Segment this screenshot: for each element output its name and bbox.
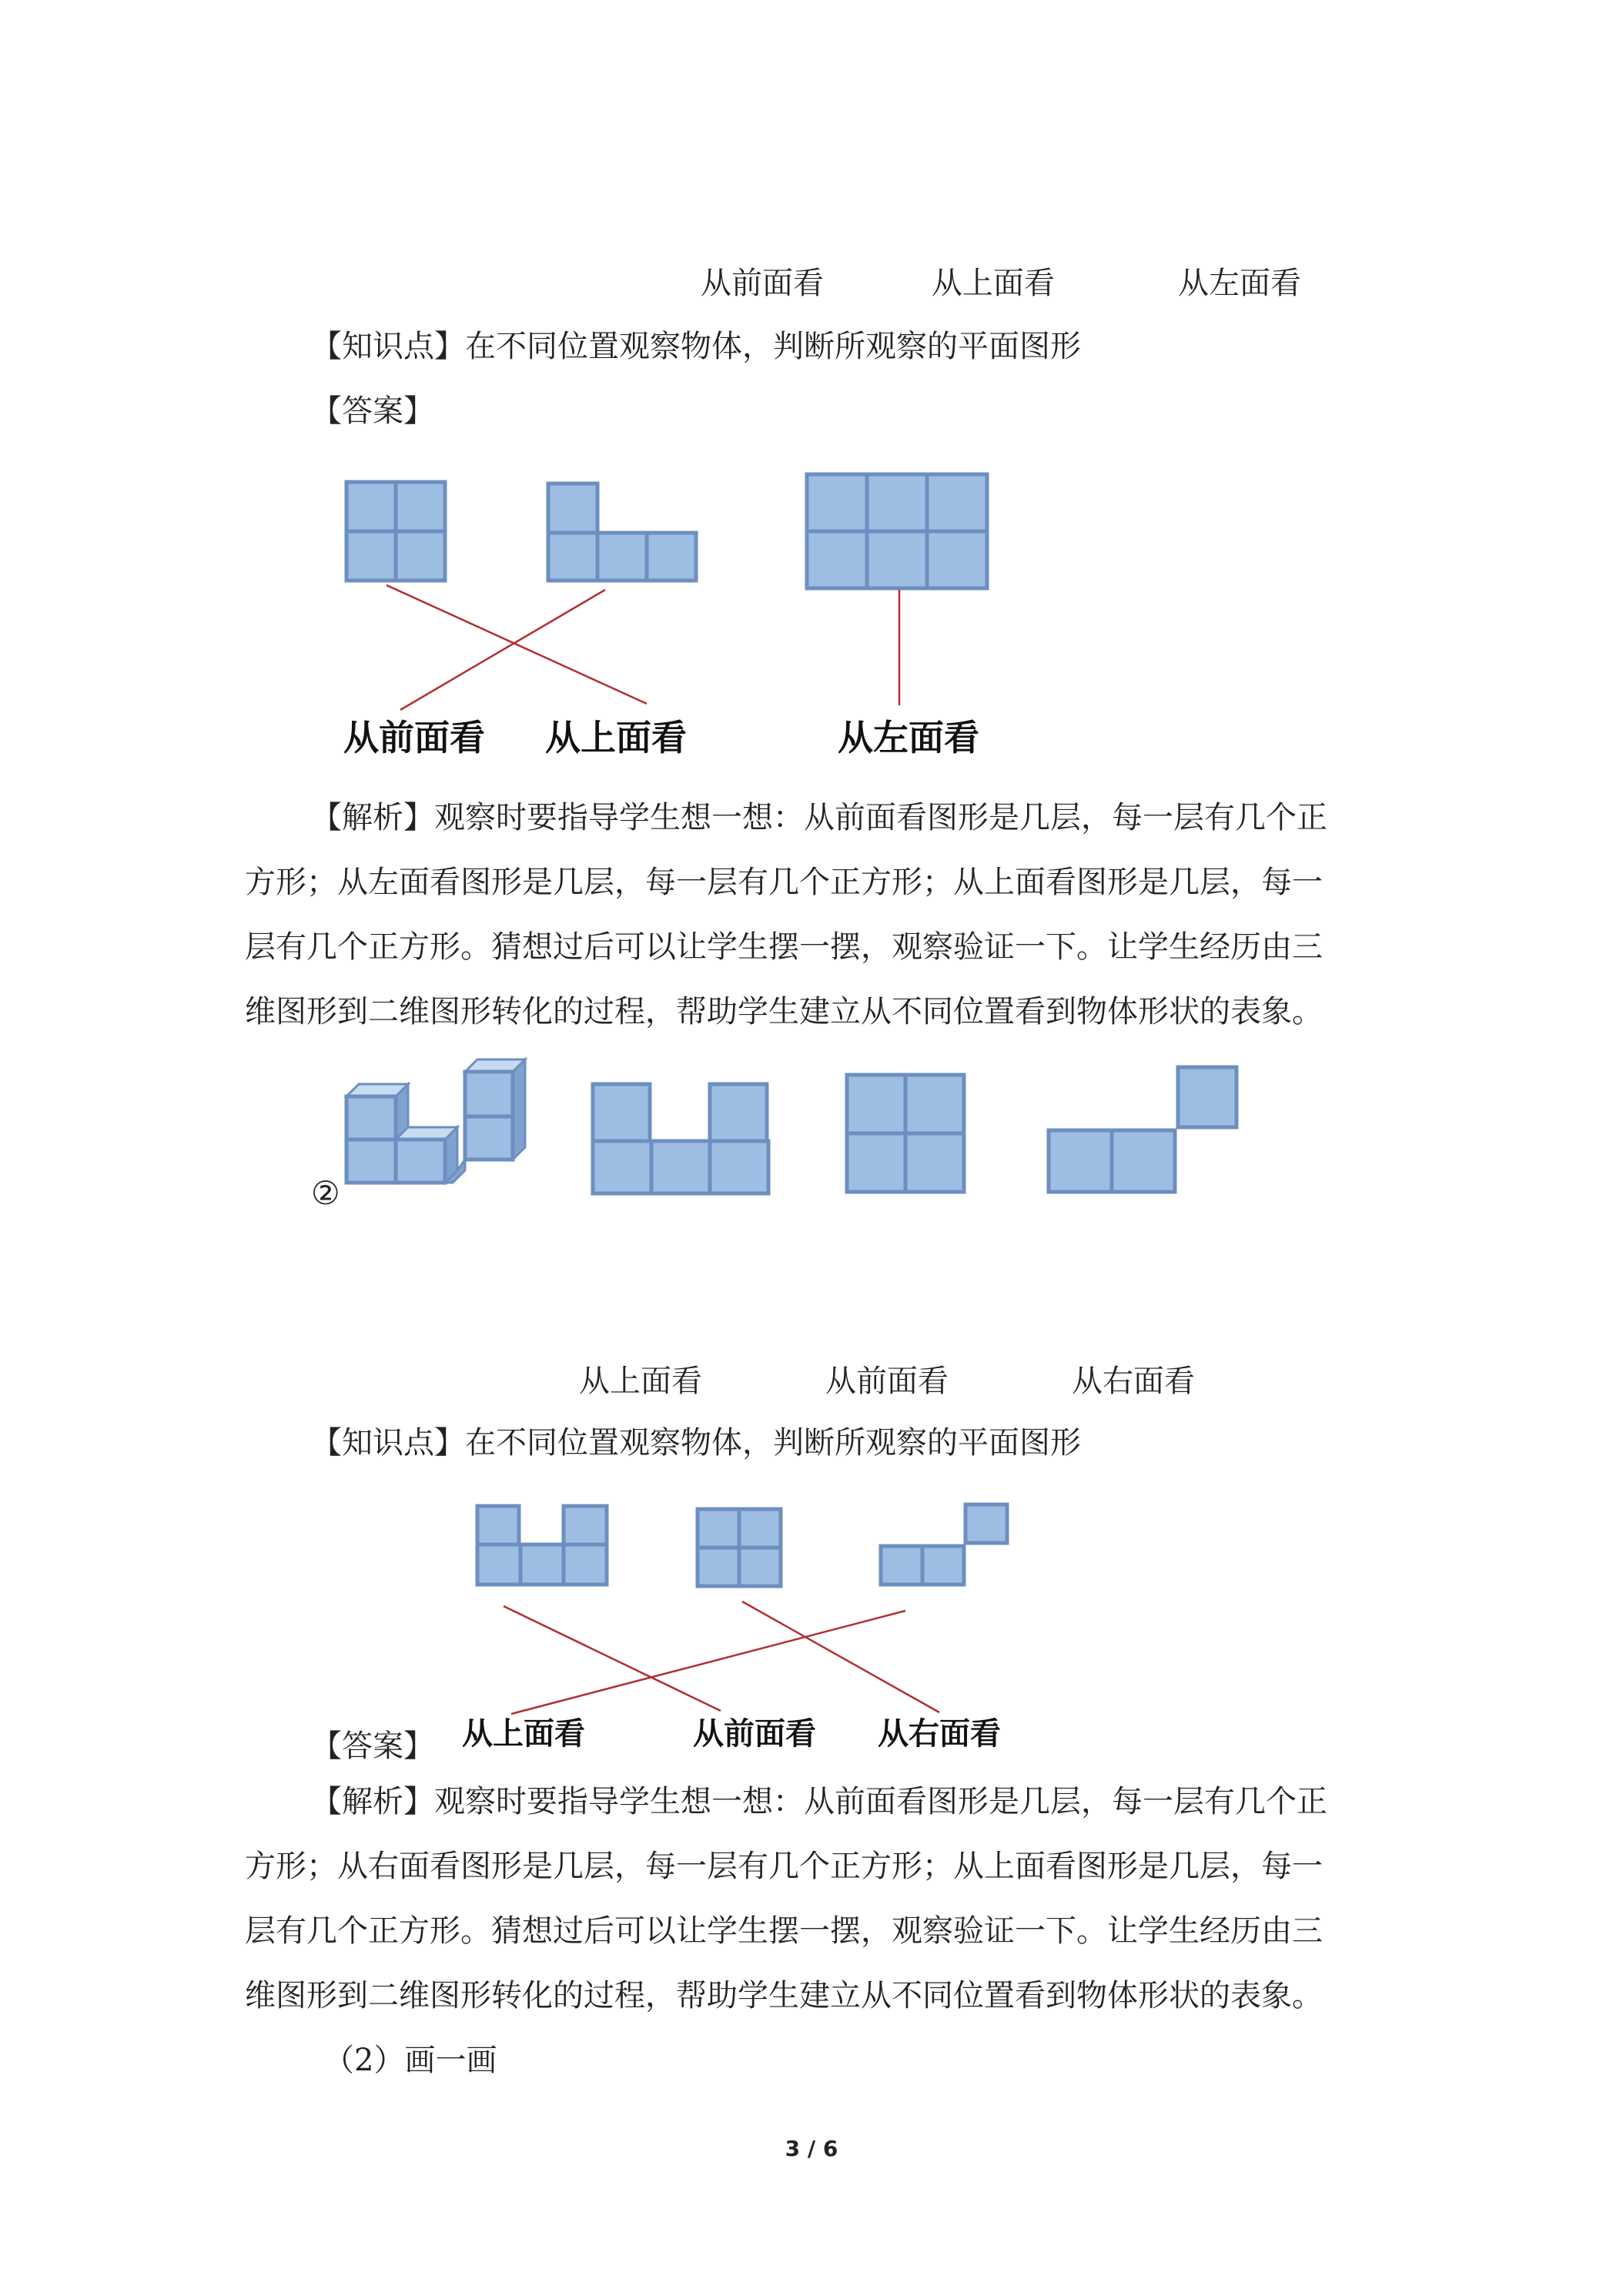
q1-view-label-left: 从左面看: [1178, 266, 1301, 301]
q1-analysis-line-4: 维图形到二维图形转化的过程，帮助学生建立从不同位置看到物体形状的表象。: [245, 994, 1323, 1029]
q2-view-label-top: 从上面看: [579, 1364, 702, 1399]
section-heading: （2）画一画: [323, 2043, 497, 2078]
page-number: 3 / 6: [785, 2136, 838, 2161]
q2-answer-label-top: 从上面看: [462, 1716, 585, 1752]
q2-shape-u: [593, 1084, 768, 1193]
q1-analysis-line-1: 【解析】观察时要指导学生想一想：从前面看图形是几层，每一层有几个正: [311, 800, 1327, 835]
q1-view-label-top: 从上面看: [932, 266, 1055, 301]
q2-knowledge-point: 【知识点】在不同位置观察物体，判断所观察的平面图形: [311, 1425, 1081, 1461]
q1-answer-label-front: 从前面看: [343, 717, 485, 758]
q2-3d-solid: [346, 1059, 525, 1183]
q1-shape-2x2: [346, 482, 445, 581]
q1-shape-l: [548, 484, 696, 581]
q1-analysis-line-2: 方形；从左面看图形是几层，每一层有几个正方形；从上面看图形是几层，每一: [245, 865, 1323, 900]
q2-answer-shape-u: [477, 1506, 607, 1585]
q2-analysis-line-2: 方形；从右面看图形是几层，每一层有几个正方形；从上面看图形是几层，每一: [245, 1849, 1323, 1884]
q2-shape-2x2: [847, 1075, 964, 1192]
q1-line-b: [400, 590, 605, 710]
q2-answer-label-front: 从前面看: [693, 1716, 816, 1752]
q2-analysis-line-3: 层有几个正方形。猜想过后可以让学生摆一摆，观察验证一下。让学生经历由三: [245, 1913, 1323, 1949]
q1-answer-label-top: 从上面看: [545, 717, 687, 758]
q2-shape-step: [1049, 1067, 1236, 1192]
q1-answer-label-left: 从左面看: [838, 717, 979, 758]
q1-knowledge-point: 【知识点】在不同位置观察物体，判断所观察的平面图形: [311, 329, 1081, 364]
q2-line-c: [511, 1611, 905, 1714]
q2-view-label-front: 从前面看: [825, 1364, 949, 1399]
q2-answer-shape-2x2: [698, 1509, 781, 1586]
q2-number: ②: [311, 1174, 340, 1212]
q2-answer-label-right: 从右面看: [878, 1716, 1001, 1752]
q1-view-label-front: 从前面看: [701, 266, 824, 301]
q2-line-b: [742, 1602, 939, 1712]
q2-analysis-line-1: 【解析】观察时要指导学生想一想：从前面看图形是几层，每一层有几个正: [311, 1784, 1327, 1819]
q2-view-label-right: 从右面看: [1072, 1364, 1195, 1399]
q2-answer-heading: 【答案】: [311, 1729, 434, 1764]
q1-line-a: [387, 585, 647, 704]
q2-answer-shape-step: [881, 1504, 1007, 1585]
q1-answer-heading: 【答案】: [311, 393, 434, 429]
q2-line-a: [504, 1606, 721, 1711]
q2-analysis-line-4: 维图形到二维图形转化的过程，帮助学生建立从不同位置看到物体形状的表象。: [245, 1978, 1323, 2013]
q1-analysis-line-3: 层有几个正方形。猜想过后可以让学生摆一摆，观察验证一下。让学生经历由三: [245, 929, 1323, 965]
q1-shape-3x2: [807, 474, 987, 588]
